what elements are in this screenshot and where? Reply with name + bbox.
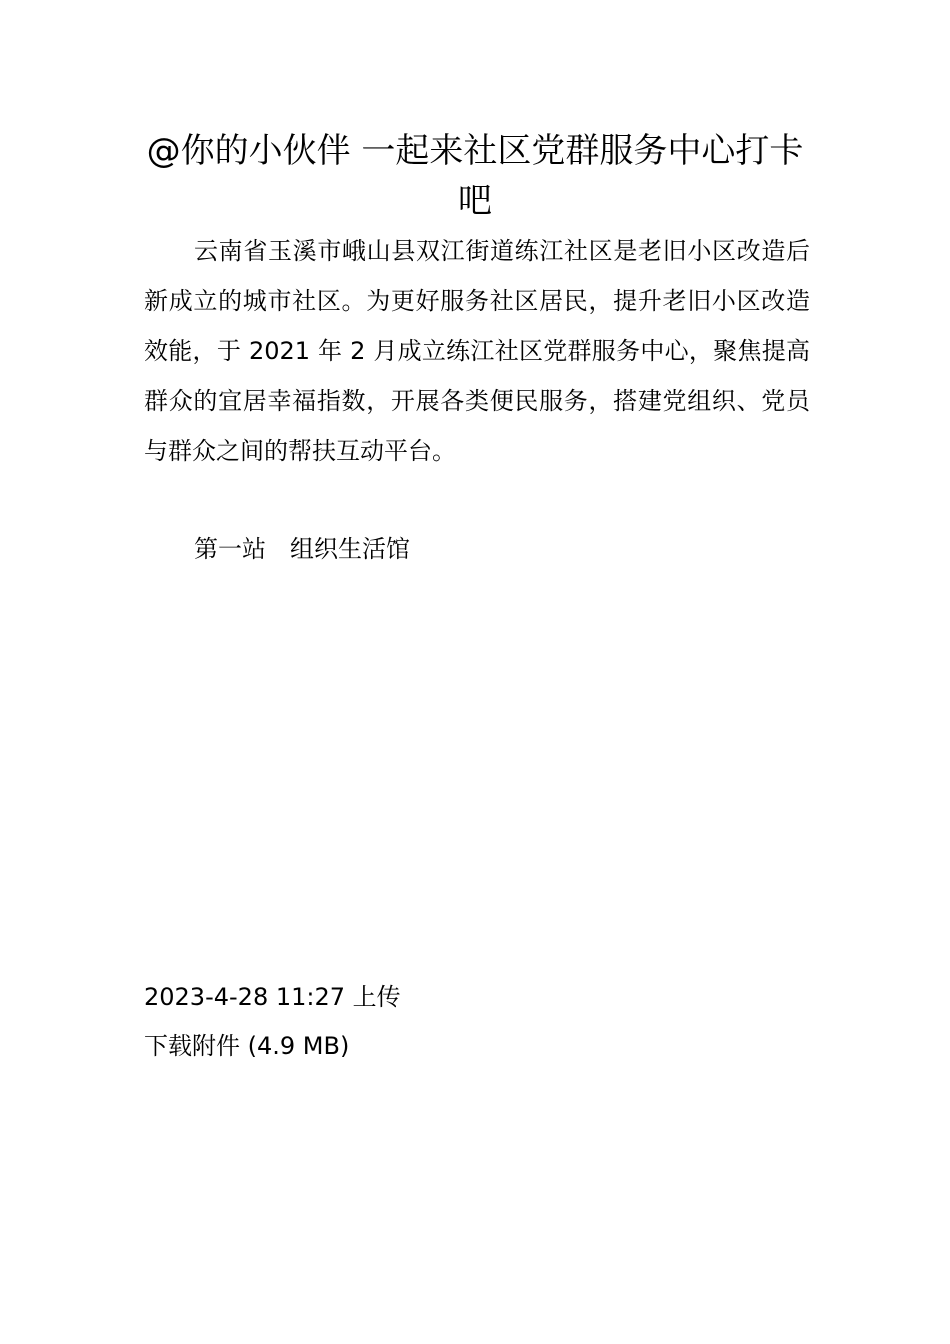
upload-timestamp: 2023-4-28 11:27 上传 — [144, 983, 401, 1011]
page-title: @你的小伙伴 一起来社区党群服务中心打卡吧 — [146, 131, 804, 221]
section-heading: 第一站 组织生活馆 — [194, 535, 410, 563]
body-paragraph: 云南省玉溪市峨山县双江街道练江社区是老旧小区改造后新成立的城市社区。为更好服务社区居民，提升老旧小区改造效能，于 2021 年 2 月成立练江社区党群服务中心，聚焦提高群众的宜居幸福指数，开展各类便民服务，搭建党组织、党员与群众之间的帮扶互动平台。 — [144, 237, 810, 465]
download-attachment-link[interactable]: 下载附件 (4.9 MB) — [144, 1032, 350, 1060]
